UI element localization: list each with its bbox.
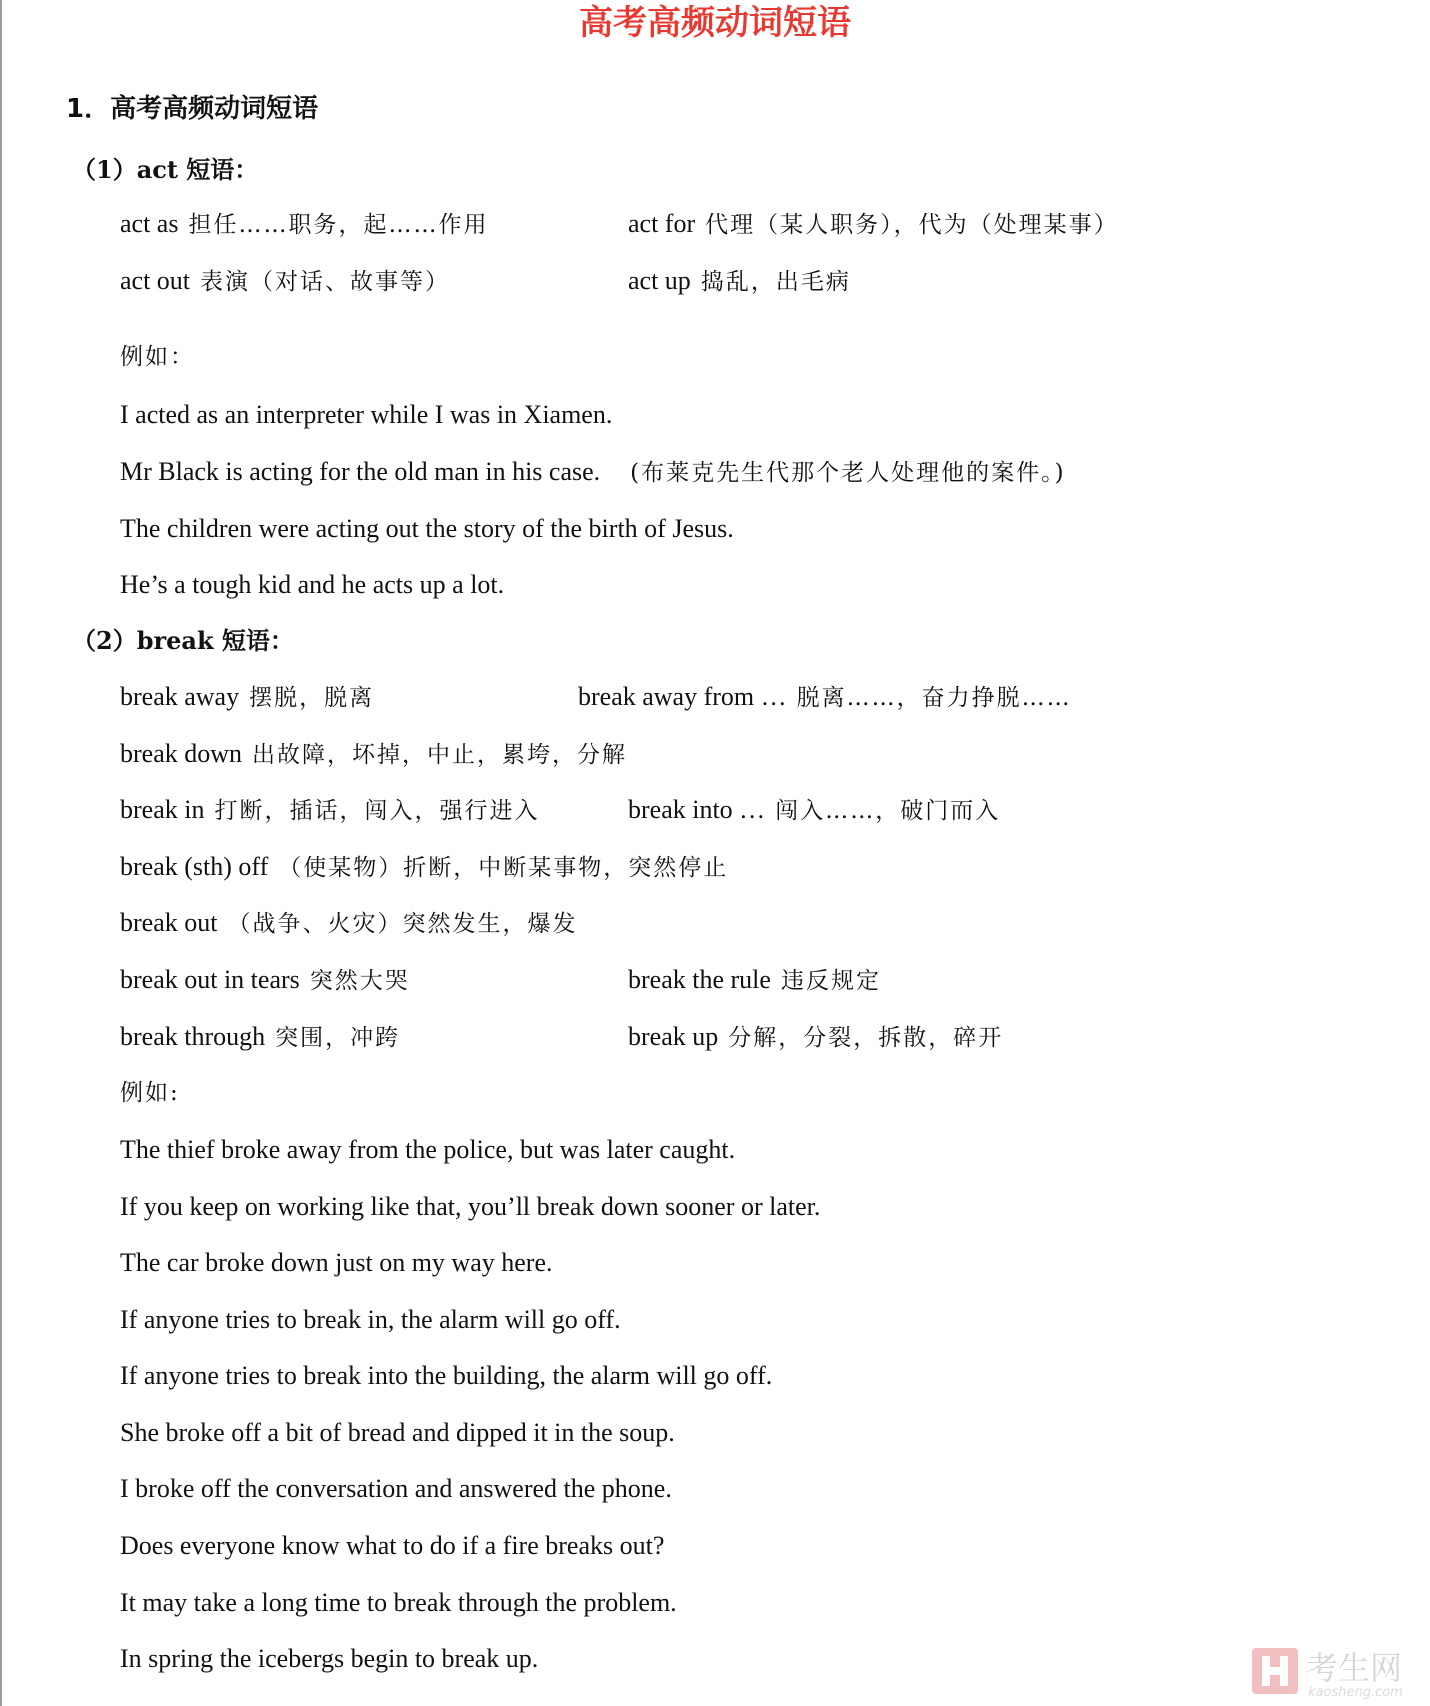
- act-example-1: I acted as an interpreter while I was in Xiamen.: [120, 400, 613, 429]
- watermark-h-icon: [1252, 1648, 1298, 1694]
- break-example-6: She broke off a bit of bread and dipped it in the soup.: [120, 1418, 675, 1447]
- break-example-4: If anyone tries to break in, the alarm will go off.: [120, 1305, 621, 1334]
- watermark-text: 考生网: [1306, 1649, 1403, 1687]
- break-example-label: 例如:: [120, 1080, 180, 1106]
- phrase-break-the-rule: break the rule 违反规定: [628, 965, 881, 994]
- document-title: 高考高频动词短语: [579, 3, 851, 43]
- break-example-2: If you keep on working like that, you’ll break down sooner or later.: [120, 1192, 821, 1221]
- phrase-break-up: break up 分解，分裂，拆散，碎开: [628, 1022, 1004, 1051]
- break-example-5: If anyone tries to break into the building, the alarm will go off.: [120, 1361, 773, 1390]
- break-example-1: The thief broke away from the police, but was later caught.: [120, 1135, 736, 1164]
- break-example-7: I broke off the conversation and answered the phone.: [120, 1474, 672, 1503]
- phrase-act-out: act out 表演（对话、故事等）: [120, 266, 451, 295]
- section-heading: 1．高考高频动词短语: [66, 94, 319, 124]
- page-left-border: [0, 0, 2, 1706]
- phrase-break-off: break (sth) off （使某物）折断，中断某事物，突然停止: [120, 852, 729, 881]
- break-example-8: Does everyone know what to do if a fire breaks out?: [120, 1531, 665, 1560]
- phrase-break-through: break through 突围，冲跨: [120, 1022, 401, 1051]
- break-example-3: The car broke down just on my way here.: [120, 1248, 553, 1277]
- break-example-9: It may take a long time to break through the problem.: [120, 1588, 677, 1617]
- phrase-act-as: act as 担任……职务，起……作用: [120, 209, 489, 238]
- phrase-break-out: break out （战争、火灾）突然发生，爆发: [120, 908, 578, 937]
- phrase-act-up: act up 捣乱，出毛病: [628, 266, 851, 295]
- phrase-break-in: break in 打断，插话，闯入，强行进入: [120, 795, 540, 824]
- watermark-subtext: kaosheng.com: [1308, 1685, 1403, 1700]
- act-example-2-translation: (布莱克先生代那个老人处理他的案件。): [630, 460, 1066, 486]
- phrase-break-away: break away 摆脱，脱离: [120, 682, 375, 711]
- phrase-break-into: break into … 闯入……，破门而入: [628, 795, 1001, 824]
- act-example-label: 例如：: [120, 344, 195, 370]
- phrase-act-for: act for 代理（某人职务），代为（处理某事）: [628, 209, 1119, 238]
- watermark-logo: [1252, 1648, 1424, 1702]
- act-example-3: The children were acting out the story of the birth of Jesus.: [120, 514, 734, 543]
- break-heading: （2）break 短语：: [72, 626, 294, 655]
- act-example-2: Mr Black is acting for the old man in his case. (布莱克先生代那个老人处理他的案件。): [120, 457, 1066, 486]
- act-example-4: He’s a tough kid and he acts up a lot.: [120, 570, 505, 599]
- phrase-break-away-from: break away from … 脱离……，奋力挣脱……: [578, 682, 1072, 711]
- phrase-break-down: break down 出故障，坏掉，中止，累垮，分解: [120, 739, 628, 768]
- phrase-break-out-in-tears: break out in tears 突然大哭: [120, 965, 410, 994]
- act-heading: （1）act 短语：: [72, 155, 259, 184]
- break-example-10: In spring the icebergs begin to break up.: [120, 1644, 539, 1673]
